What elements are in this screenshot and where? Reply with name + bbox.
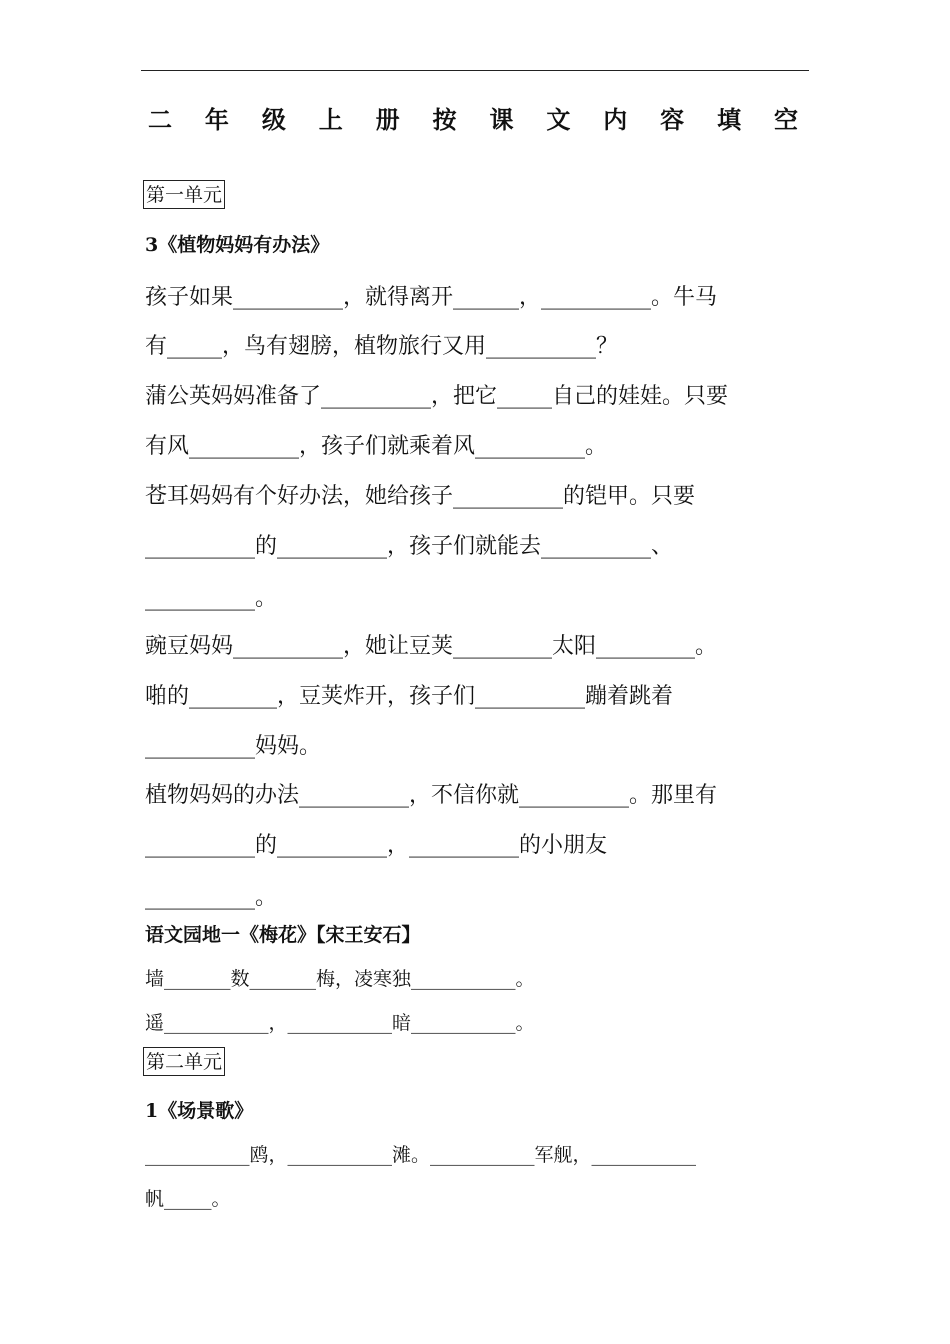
fill-line: 遥___________，___________暗___________。 — [145, 1012, 535, 1034]
fill-line: __________的__________，__________的小朋友 — [145, 833, 608, 858]
page-title — [148, 100, 798, 135]
fill-line: 啪的________，豆荚炸开，孩子们__________蹦着跳着 — [145, 684, 674, 709]
fill-line: 帆_____。 — [145, 1188, 231, 1210]
title-char: 内 — [603, 105, 628, 134]
title-char: 文 — [546, 105, 571, 134]
fill-line: 苍耳妈妈有个好办法，她给孩子__________的铠甲。只要 — [145, 484, 696, 509]
fill-line: 植物妈妈的办法__________，不信你就__________。那里有 — [145, 783, 718, 808]
fill-line: 豌豆妈妈__________，她让豆荚_________太阳_________。 — [145, 634, 718, 659]
fill-line: __________。 — [145, 586, 278, 611]
top-rule — [141, 70, 809, 71]
title-char: 级 — [261, 105, 286, 134]
section-heading: 语文园地一《梅花》【宋王安石】 — [145, 924, 421, 946]
lesson-heading: 1《场景歌》 — [145, 1100, 254, 1122]
title-char: 按 — [432, 105, 457, 134]
fill-line: 孩子如果__________，就得离开______，__________。牛马 — [145, 285, 718, 310]
unit-two-label: 第二单元 — [143, 1047, 225, 1076]
fill-line: __________。 — [145, 885, 278, 910]
fill-line: ___________鸥，___________滩。___________军舰，___________ — [145, 1144, 697, 1166]
title-char: 空 — [773, 105, 798, 134]
title-char: 二 — [148, 105, 172, 134]
fill-line: __________妈妈。 — [145, 734, 322, 759]
fill-line: 有_____，鸟有翅膀，植物旅行又用__________？ — [145, 334, 619, 359]
title-char: 年 — [204, 105, 229, 134]
fill-line: 墙_______数_______梅，凌寒独___________。 — [145, 968, 535, 990]
fill-line: 蒲公英妈妈准备了__________，把它_____自己的娃娃。只要 — [145, 384, 729, 409]
title-char: 容 — [660, 105, 685, 134]
unit-one-label: 第一单元 — [143, 180, 225, 209]
lesson-heading: 3《植物妈妈有办法》 — [145, 234, 330, 256]
title-char: 课 — [489, 105, 514, 134]
title-char: 册 — [375, 105, 400, 134]
fill-line: __________的__________，孩子们就能去__________、 — [145, 534, 674, 559]
title-char: 填 — [717, 105, 742, 134]
fill-line: 有风__________，孩子们就乘着风__________。 — [145, 434, 608, 459]
title-char: 上 — [318, 105, 343, 134]
